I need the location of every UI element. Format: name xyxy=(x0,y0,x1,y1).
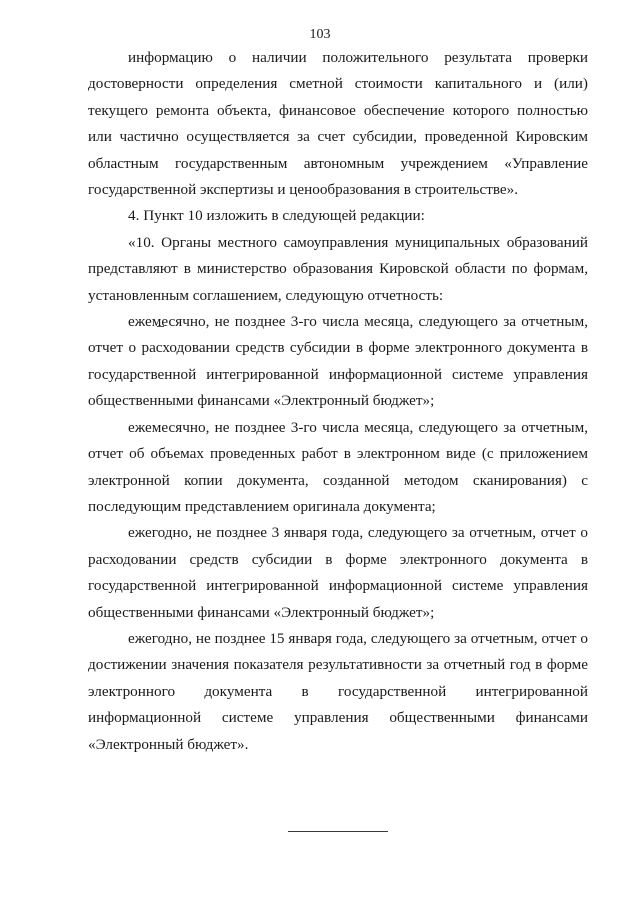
paragraph-annual-expense-report: ежегодно, не позднее 3 января года, следующего за отчетным, отчет о расходовании средств субсидии в форме электронного документа в государственной интегрированной информационной системе управления общественными финансами «Электронный бюджет»; xyxy=(88,524,588,621)
paragraph-monthly-expense-report: ежемесячно, не позднее 3-го числа месяца, следующего за отчетным, отчет о расходовании средств субсидии в форме электронного документа в государственной интегрированной информационной системе управления общественными финансами «Электронный бюджет»; xyxy=(88,313,588,410)
paragraph-point-10: «10. Органы местного самоуправления муниципальных образований представляют в министерство образования Кировской области по формам, установленным соглашением, следующую отчетность: xyxy=(88,233,588,304)
paragraph-annual-performance-report: ежегодно, не позднее 15 января года, следующего за отчетным, отчет о достижении значения показателя результативности за отчетный год в форме электронного документа в государственной интегрированной информационной системе управления общественными финансами «Электронный бюджет». xyxy=(88,629,588,753)
page-number: 103 xyxy=(309,27,331,42)
paragraph-item-4: 4. Пункт 10 изложить в следующей редакции: xyxy=(128,207,425,225)
scan-artifact-mark xyxy=(157,326,164,327)
end-separator-line xyxy=(288,831,388,832)
document-body xyxy=(88,45,588,758)
paragraph-continuation: информацию о наличии положительного результата проверки достоверности определения сметной стоимости капитального и (или) текущего ремонта объекта, финансовое обеспечение которого полностью или частично осуществляется за счет субсидии, проведенной Кировским областным государственным автономным учреждением «Управление государственной экспертизы и ценообразования в строительстве». xyxy=(88,49,588,199)
paragraph-monthly-works-report: ежемесячно, не позднее 3-го числа месяца, следующего за отчетным, отчет об объемах проведенных работ в электронном виде (с приложением электронной копии документа, созданной методом сканирования) с последующим представлением оригинала документа; xyxy=(88,418,588,515)
